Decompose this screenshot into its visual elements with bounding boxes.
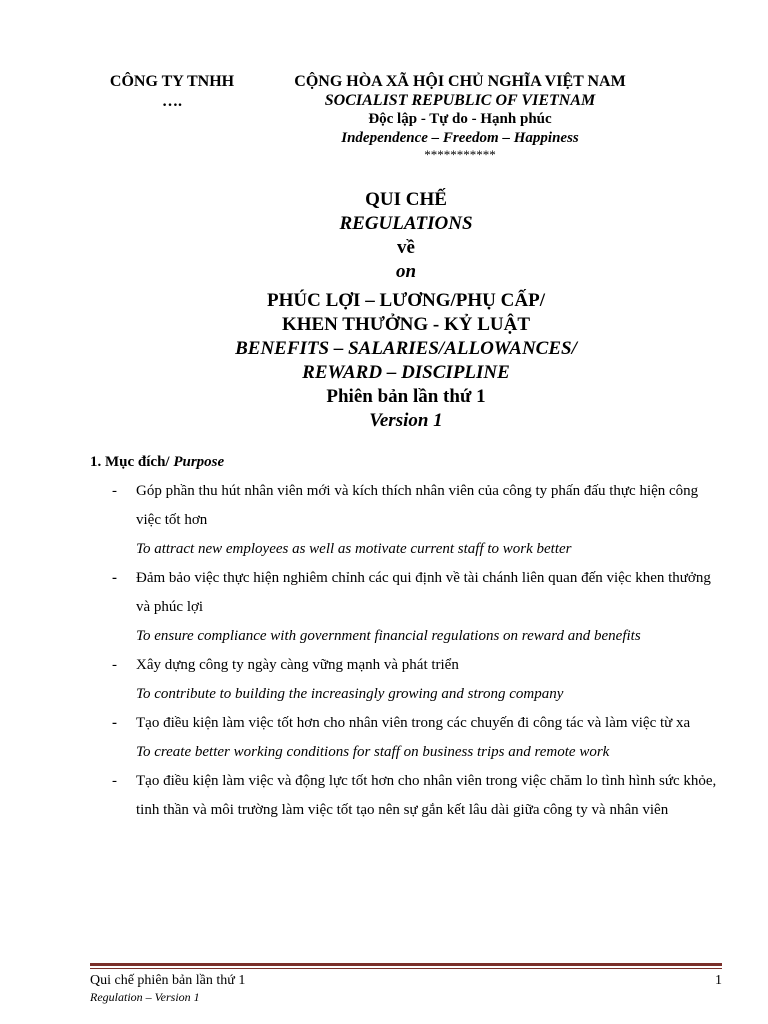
company-name-line: CÔNG TY TNHH (109, 73, 235, 90)
list-item (112, 564, 724, 651)
list-item-en: To contribute to building the increasingly growing and strong company (136, 686, 564, 702)
bullet-dash: - (112, 570, 117, 586)
footer-title-vi: Qui chế phiên bản lần thứ 1 (90, 973, 246, 988)
bullet-dash: - (112, 483, 117, 499)
title-vi: QUI CHẾ (365, 189, 447, 210)
company-name-placeholder: …. (162, 93, 182, 110)
list-item (112, 709, 724, 767)
section-heading-vi: 1. Mục đích/ (90, 454, 170, 470)
subject-vi-line1: PHÚC LỢI – LƯƠNG/PHỤ CẤP/ (267, 290, 545, 311)
section-heading (90, 452, 730, 472)
section-heading-en: Purpose (173, 454, 225, 470)
stars-divider: *********** (424, 147, 496, 162)
version-vi: Phiên bản lần thứ 1 (326, 386, 486, 407)
footer-rule-thin (90, 968, 722, 969)
nation-name-vi: CỘNG HÒA XÃ HỘI CHỦ NGHĨA VIỆT NAM (294, 73, 626, 90)
list-item-en: To attract new employees as well as motivate current staff to work better (136, 541, 572, 557)
title-about-en: on (395, 261, 417, 282)
footer-title-en: Regulation – Version 1 (90, 990, 200, 1004)
company-name (90, 72, 254, 112)
subject-en-line1: BENEFITS – SALARIES/ALLOWANCES/ (235, 338, 577, 359)
bullet-dash: - (112, 657, 117, 673)
list-item-vi: Tạo điều kiện làm việc tốt hơn cho nhân viên trong các chuyến đi công tác và làm việc từ xa (136, 715, 691, 731)
purpose-list (112, 477, 724, 825)
list-item-vi: Tạo điều kiện làm việc và động lực tốt hơn cho nhân viên trong việc chăm lo tình hình sức khỏe, tinh thần và môi trường làm việc tốt tạo nên sự gắn kết lâu dài giữa công ty và nhân viên (136, 773, 717, 818)
national-motto-en: Independence – Freedom – Happiness (341, 130, 579, 146)
list-item-en: To create better working conditions for staff on business trips and remote work (136, 744, 610, 760)
bullet-dash: - (112, 773, 117, 789)
list-item (112, 767, 724, 825)
footer-rule-thick (90, 963, 722, 966)
national-motto-vi: Độc lập - Tự do - Hạnh phúc (368, 111, 552, 127)
list-item-en: To ensure compliance with government financial regulations on reward and benefits (136, 628, 641, 644)
subject-vi-line2: KHEN THƯỞNG - KỶ LUẬT (281, 314, 531, 335)
nation-name-en: SOCIALIST REPUBLIC OF VIETNAM (324, 92, 596, 109)
subject-en-line2: REWARD – DISCIPLINE (302, 362, 510, 383)
list-item-vi: Đảm bảo việc thực hiện nghiêm chỉnh các qui định về tài chánh liên quan đến việc khen thưởng và phúc lợi (136, 570, 711, 615)
national-header (258, 72, 662, 162)
page-number: 1 (715, 973, 722, 988)
title-about-vi: về (397, 237, 415, 258)
list-item-vi: Góp phần thu hút nhân viên mới và kích thích nhân viên của công ty phấn đấu thực hiện công việc tốt hơn (136, 483, 699, 528)
list-item (112, 477, 724, 564)
title-en: REGULATIONS (339, 213, 473, 234)
document-title (90, 188, 722, 433)
version-en: Version 1 (369, 410, 443, 431)
list-item-vi: Xây dựng công ty ngày càng vững mạnh và phát triển (136, 657, 459, 673)
list-item (112, 651, 724, 709)
bullet-dash: - (112, 715, 117, 731)
